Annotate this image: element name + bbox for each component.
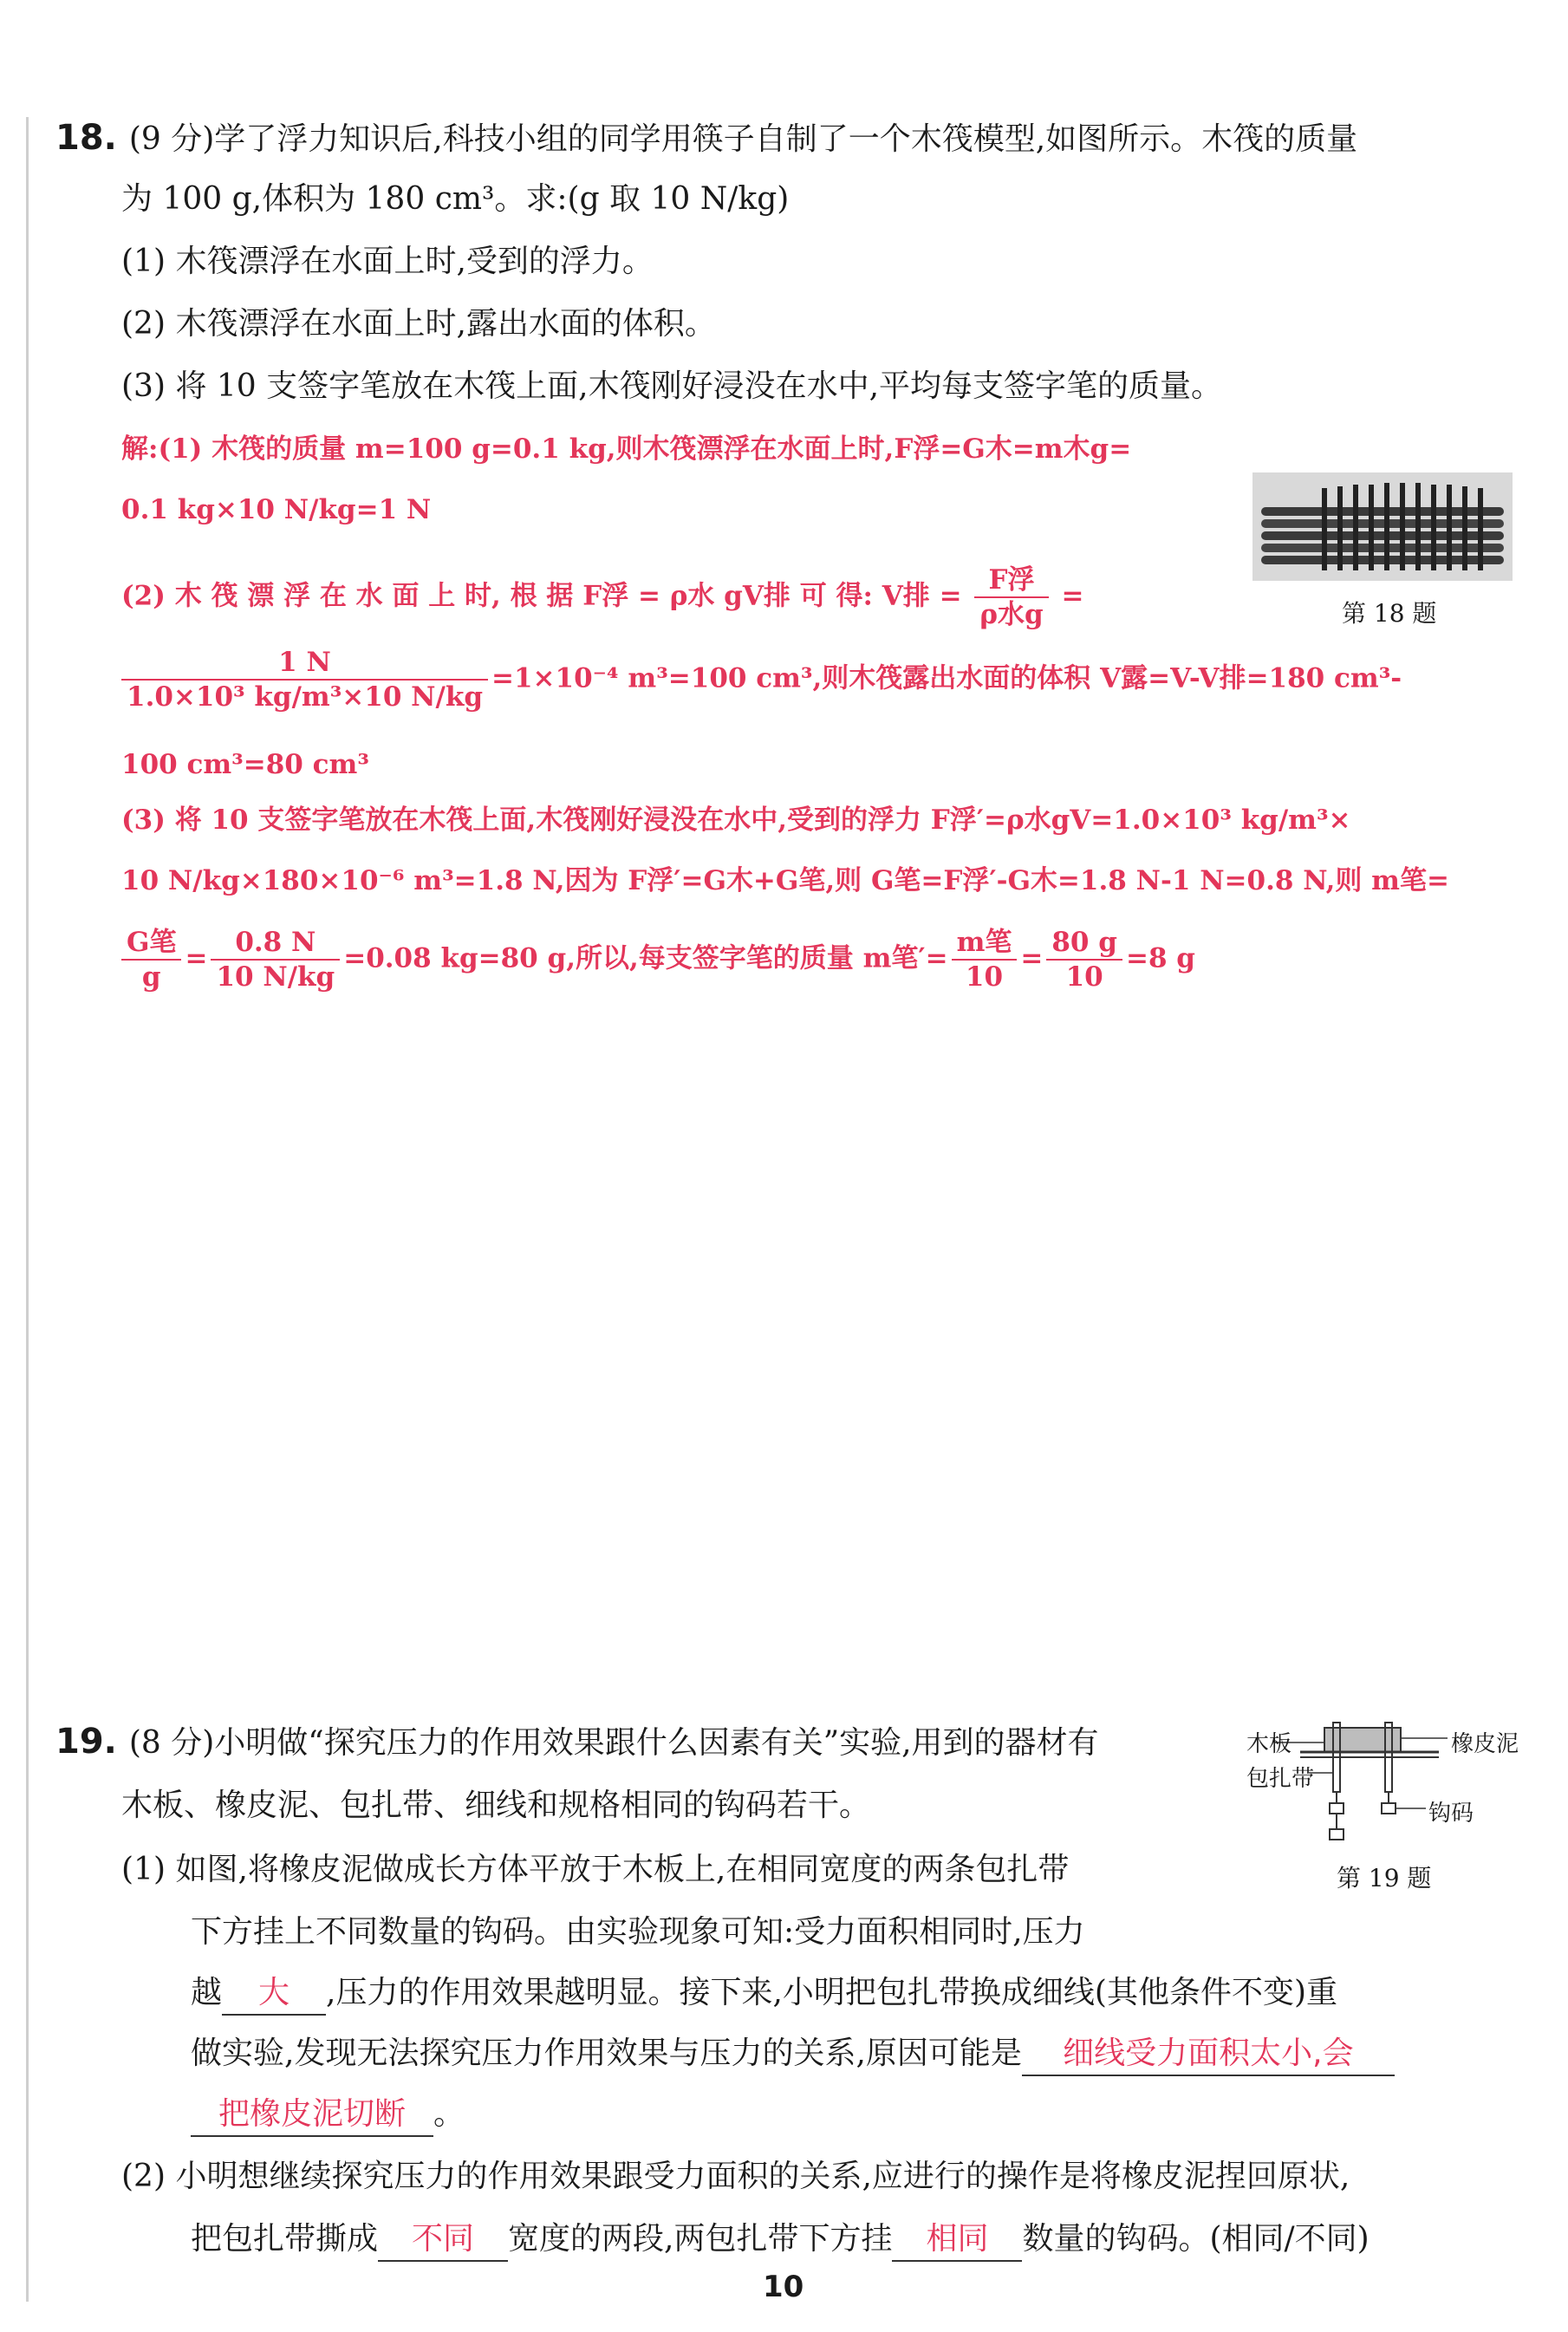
- q18-answer-3-frac2: [211, 926, 340, 993]
- answer-blank-3: 不同: [378, 2218, 508, 2262]
- q18-answer-3-frac1: [121, 926, 181, 993]
- page-number: 10: [763, 2270, 804, 2304]
- q18-answer-3-frac3: [952, 926, 1018, 993]
- frac-numerator: F浮: [974, 563, 1048, 598]
- q19-sub2-line1: (2) 小明想继续探究压力的作用效果跟受力面积的关系,应进行的操作是将橡皮泥捏回原状,: [121, 2159, 1350, 2194]
- q18-answer-2-line2: [121, 646, 1402, 713]
- q18-figure-caption: 第 18 题: [1342, 599, 1437, 628]
- raft-photo: [1252, 472, 1513, 581]
- q18-answer-3-line1: (3) 将 10 支签字笔放在木筏上面,木筏刚好浸没在水中,受到的浮力 F浮′=ρ水gV=1.0×10³ kg/m³×: [121, 804, 1351, 836]
- q18-answer-3-end: =8 g: [1125, 942, 1195, 974]
- q18-answer-3-line3: [121, 926, 1195, 993]
- frac-denominator: 10: [965, 961, 1004, 993]
- text: ,压力的作用效果越明显。接下来,小明把包扎带换成细线(其他条件不变)重: [326, 1975, 1337, 2010]
- q19-line1: [55, 1721, 1099, 1764]
- text: 做实验,发现无法探究压力作用效果与压力的关系,原因可能是: [191, 2036, 1022, 2071]
- label-hook: 钩码: [1428, 1801, 1474, 1827]
- q18-answer-2-frac2: [121, 646, 488, 713]
- q19-sub1-line5: [191, 2094, 465, 2137]
- text: 。: [433, 2096, 465, 2132]
- label-board: 木板: [1246, 1731, 1292, 1757]
- frac-denominator: 10: [1065, 961, 1103, 993]
- q19-line2: 木板、橡皮泥、包扎带、细线和规格相同的钩码若干。: [121, 1788, 871, 1823]
- q18-answer-1-line1: 解:(1) 木筏的质量 m=100 g=0.1 kg,则木筏漂浮在水面上时,F浮=G木=m木g=: [121, 433, 1132, 465]
- q19-sub2-line2: [191, 2218, 1370, 2262]
- frac-numerator: 1 N: [121, 646, 488, 681]
- q18-answer-2-text: (2) 木 筏 漂 浮 在 水 面 上 时, 根 据 F浮 = ρ水 gV排 可 得: V排 =: [121, 580, 962, 612]
- q18-answer-2-rest: =1×10⁻⁴ m³=100 cm³,则木筏露出水面的体积 V露=V-V排=180 cm³-: [491, 662, 1402, 694]
- text: 数量的钩码。(相同/不同): [1022, 2221, 1370, 2257]
- frac-numerator: m笔: [952, 926, 1018, 961]
- q19-figure: [1248, 1721, 1526, 1894]
- frac-denominator: ρ水g: [979, 599, 1044, 630]
- q19-figure-caption: 第 19 题: [1337, 1864, 1432, 1892]
- q19-stem-1: (8 分)小明做“探究压力的作用效果跟什么因素有关”实验,用到的器材有: [128, 1725, 1099, 1761]
- q19-sub1-line3: [191, 1972, 1337, 2016]
- equals-sign: =: [1061, 580, 1084, 612]
- q19-sub1-line2: 下方挂上不同数量的钩码。由实验现象可知:受力面积相同时,压力: [191, 1914, 1085, 1950]
- q18-answer-2-line3: 100 cm³=80 cm³: [121, 749, 369, 780]
- q18-line2: 为 100 g,体积为 180 cm³。求:(g 取 10 N/kg): [121, 181, 790, 217]
- q18-answer-3-line2: 10 N/kg×180×10⁻⁶ m³=1.8 N,因为 F浮′=G木+G笔,则 G笔=F浮′-G木=1.8 N-1 N=0.8 N,则 m笔=: [121, 865, 1449, 896]
- q19-sub1-line1: (1) 如图,将橡皮泥做成长方体平放于木板上,在相同宽度的两条包扎带: [121, 1852, 1070, 1887]
- q18-sub1: (1) 木筏漂浮在水面上时,受到的浮力。: [121, 244, 654, 279]
- frac-denominator: 10 N/kg: [216, 961, 335, 993]
- q18-answer-3-mid: =0.08 kg=80 g,所以,每支签字笔的质量 m笔′=: [343, 942, 948, 974]
- frac-numerator: G笔: [121, 926, 181, 961]
- q18-answer-1-line2: 0.1 kg×10 N/kg=1 N: [121, 494, 432, 525]
- q18-line1: [55, 117, 1357, 160]
- q18-number: 18.: [55, 118, 117, 158]
- page-border-line: [26, 117, 29, 2302]
- q18-answer-3-frac4: [1046, 926, 1122, 993]
- q19-number: 19.: [55, 1722, 117, 1762]
- answer-blank-4: 相同: [892, 2218, 1022, 2262]
- label-clay: 橡皮泥: [1451, 1731, 1519, 1757]
- answer-blank-1: 大: [222, 1972, 326, 2016]
- frac-denominator: 1.0×10³ kg/m³×10 N/kg: [127, 681, 483, 713]
- q18-answer-2-line1: [121, 563, 1083, 631]
- answer-blank-2b: 把橡皮泥切断: [191, 2094, 433, 2137]
- q18-sub2: (2) 木筏漂浮在水面上时,露出水面的体积。: [121, 306, 716, 342]
- equals-sign: =: [185, 942, 208, 974]
- q18-sub3: (3) 将 10 支签字笔放在木筏上面,木筏刚好浸没在水中,平均每支签字笔的质量。: [121, 368, 1223, 404]
- frac-numerator: 80 g: [1046, 926, 1122, 961]
- text: 宽度的两段,两包扎带下方挂: [508, 2221, 893, 2257]
- equals-sign: =: [1020, 942, 1044, 974]
- answer-blank-2a: 细线受力面积太小,会: [1022, 2033, 1395, 2076]
- q19-sub1-line4: [191, 2033, 1395, 2076]
- text: 把包扎带撕成: [191, 2221, 379, 2257]
- label-strap: 包扎带: [1246, 1766, 1315, 1792]
- q18-answer-2-frac1: [974, 563, 1048, 631]
- frac-numerator: 0.8 N: [211, 926, 340, 961]
- text: 越: [191, 1975, 223, 2010]
- frac-denominator: g: [141, 961, 161, 993]
- q18-stem-1: (9 分)学了浮力知识后,科技小组的同学用筷子自制了一个木筏模型,如图所示。木筏的质量: [128, 121, 1358, 157]
